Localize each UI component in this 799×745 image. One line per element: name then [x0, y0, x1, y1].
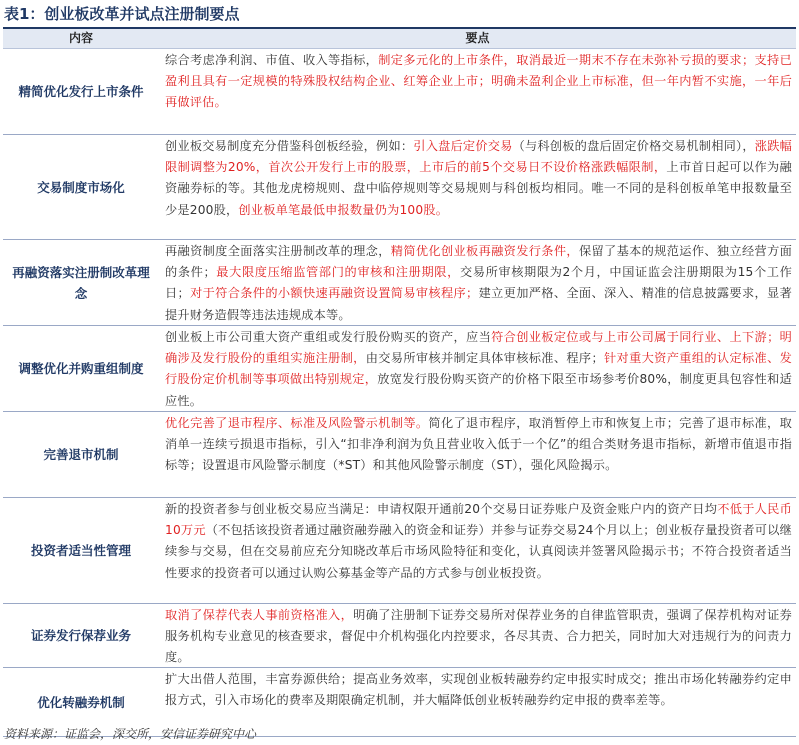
highlighted-text: 取消了保荐代表人事前资格准入， — [165, 608, 354, 622]
row-topic: 交易制度市场化 — [37, 179, 125, 195]
header-key-points: 要点 — [465, 31, 490, 45]
highlighted-text: 精简优化创业板再融资发行条件， — [390, 244, 579, 258]
row-topic: 投资者适当性管理 — [30, 543, 131, 558]
highlighted-text: 不低于人民币10万元 — [165, 502, 792, 538]
table-body — [3, 49, 796, 737]
row-key-points — [159, 240, 796, 325]
body-text: 简化了退市程序，取消暂停上市和恢复上市；完善了退市标准，取消单一连续亏损退市指标，引入“扣非净利润为负且营业收入低于一个亿”的组合类财务退市指标，新增市值退市指标等；设置退市风险警示制度（*ST）和其他风险警示制度（ST），强化风险揭示。 — [165, 416, 792, 473]
highlighted-text: 引入盘后定价交易 — [413, 139, 513, 153]
highlighted-text: 制定多元化的上市条件，取消最近一期末不存在未弥补亏损的要求；支持已盈利且具有一定规模的特殊股权结构企业、红筹企业上市；明确未盈利企业上市标准，但一年内暂不实施，一年后再做评估。 — [165, 53, 792, 110]
table-header — [3, 29, 796, 49]
row-topic: 精简优化发行上市条件 — [18, 84, 144, 99]
row-key-points — [159, 412, 796, 497]
body-text: 由交易所审核并制定具体审核标准、程序； — [365, 351, 604, 366]
highlighted-text: 涨跌幅限制调整为20%，首次公开发行上市的股票，上市后的前5个交易日不设价格涨跌幅限制， — [165, 139, 792, 175]
table-title: 表1：创业板改革并试点注册制要点 — [4, 5, 240, 23]
body-text: 新的投资者参与创业板交易应当满足：申请权限开通前20个交易日证券账户及资金账户内的资产日均 — [165, 502, 718, 516]
body-text: 放宽发行股份购买资产的价格下限至市场参考价80%，制度更具包容性和适应性。 — [165, 372, 793, 408]
highlighted-text: 对于符合条件的小额快速再融资设置简易审核程序； — [189, 286, 479, 301]
body-text: 上市首日起可以作为融资融券标的等。其他龙虎榜规则、盘中临停规则等交易规则与科创板均相同。唯一不同的是科创板单笔申报数量至少是200股， — [165, 160, 792, 217]
row-topic: 再融资落实注册制改革理念 — [12, 264, 150, 301]
row-key-points — [159, 326, 796, 411]
highlighted-text: 优化完善了退市程序、标准及风险警示机制等。 — [165, 416, 429, 430]
row-key-points — [159, 135, 796, 239]
header-content: 内容 — [68, 31, 93, 45]
highlighted-text: 创业板单笔最低申报数量仍为100股。 — [238, 202, 449, 217]
table-row — [3, 240, 796, 326]
row-key-points — [159, 498, 796, 603]
row-key-points — [159, 49, 796, 134]
table-row — [3, 135, 796, 240]
body-text: 综合考虑净利润、市值、收入等指标， — [165, 53, 379, 67]
row-topic: 调整优化并购重组制度 — [18, 361, 144, 376]
highlighted-text: 针对重大资产重组的认定标准、发行股份定价机制等事项做出特别规定， — [165, 351, 793, 387]
row-topic: 完善退市机制 — [43, 447, 119, 462]
row-topic: 证券发行保荐业务 — [30, 628, 131, 643]
table-row — [3, 604, 796, 668]
row-topic: 优化转融券机制 — [37, 694, 125, 710]
highlighted-text: 最大限度压缩监管部门的审核和注册期限， — [215, 265, 460, 280]
body-text: （与科创板的盘后固定价格交易机制相同）， — [512, 139, 755, 153]
body-text: 创业板上市公司重大资产重组或发行股份购买的资产，应当 — [165, 330, 492, 344]
body-text: 保留了基本的规范运作、独立经营方面的条件； — [165, 244, 793, 280]
highlighted-text: 符合创业板定位或与上市公司属于同行业、上下游；明确涉及发行股份的重组实施注册制， — [165, 330, 792, 366]
table-row — [3, 498, 796, 604]
key-points-table — [3, 29, 796, 737]
body-text: 明确了注册制下证券交易所对保荐业务的自律监管职责，强调了保荐机构对证券服务机构专业意见的核查要求，督促中介机构强化内控要求，各尽其责、合力把关，同时加大对违规行为的问责力度。 — [165, 608, 793, 665]
table-row — [3, 326, 796, 412]
table-row — [3, 412, 796, 498]
table-row — [3, 49, 796, 135]
body-text: 建立更加严格、全面、深入、精准的信息披露要求，显著提升财务造假等违法违规成本等。 — [165, 286, 792, 322]
body-text: 扩大出借人范围，丰富券源供给；提高业务效率，实现创业板转融券约定申报实时成交；推出市场化转融券约定申报方式，引入市场化的费率及期限确定机制，并大幅降低创业板转融券约定申报的费率差等。 — [165, 672, 792, 708]
body-text: （不包括该投资者通过融资融券融入的资金和证券）并参与证券交易24个月以上；创业板存量投资者可以继续参与交易，但在交易前应充分知晓改革后市场风险特征和变化，认真阅读并签署风险揭示书；不符合投资者适当性要求的投资者可以通过认购公募基金等产品的方式参与创业板投资。 — [165, 523, 792, 580]
row-key-points — [159, 604, 796, 667]
source-note: 资料来源：证监会，深交所，安信证券研究中心 — [4, 727, 257, 741]
body-text: 创业板交易制度充分借鉴科创板经验，例如： — [165, 139, 414, 153]
body-text: 再融资制度全面落实注册制改革的理念， — [165, 244, 391, 258]
body-text: 交易所审核期限为2个月，中国证监会注册期限为15个工作日； — [165, 265, 792, 301]
